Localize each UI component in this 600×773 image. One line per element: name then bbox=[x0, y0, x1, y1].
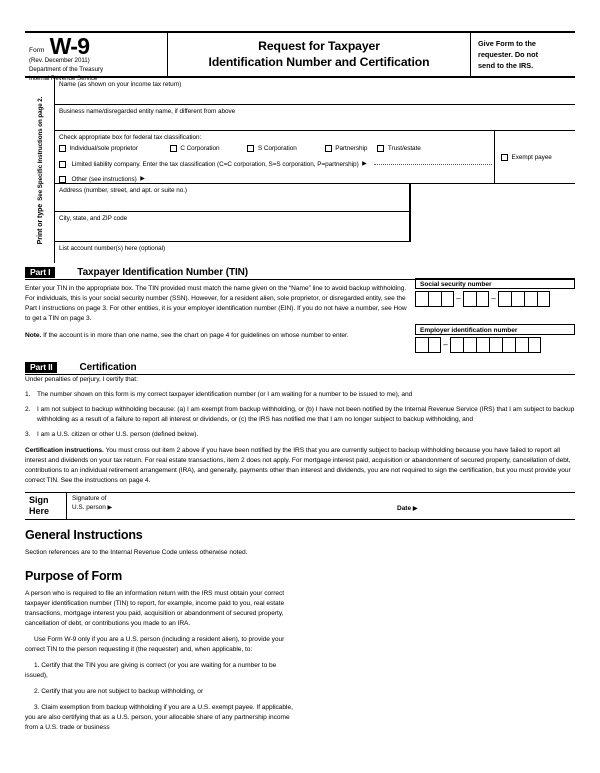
ssn-digit-cell[interactable] bbox=[498, 291, 511, 307]
item-text: The number shown on this form is my correct taxpayer identification number (or I am waiting for a number to be issued to me), and bbox=[37, 390, 413, 398]
item-number: 3. bbox=[25, 430, 31, 438]
sign-here-label bbox=[25, 493, 67, 519]
signature-line-2: U.S. person ▶ bbox=[72, 503, 113, 511]
masthead-identity bbox=[25, 33, 168, 82]
form-title-block bbox=[168, 33, 471, 76]
checkbox-individual-sole-proprietor[interactable] bbox=[59, 145, 138, 152]
signature-field[interactable] bbox=[67, 493, 575, 519]
checkbox-icon[interactable] bbox=[59, 161, 66, 168]
form-masthead bbox=[25, 31, 575, 82]
taxpayer-info-grid bbox=[25, 78, 575, 263]
ssn-digit-cell[interactable] bbox=[524, 291, 537, 307]
ssn-digit-cell[interactable] bbox=[463, 291, 476, 307]
checkbox-label: Partnership bbox=[335, 144, 368, 152]
give-form-notice bbox=[471, 33, 575, 76]
sign-word: Sign bbox=[29, 495, 49, 505]
llc-label: Limited liability company. Enter the tax classification (C=C corporation, S=S corporation, P=partnership) bbox=[71, 160, 359, 168]
certification-item bbox=[25, 405, 575, 425]
classification-checkbox-row bbox=[55, 145, 494, 152]
arrow-right-icon: ▶ bbox=[412, 506, 418, 512]
part-1-title: Taxpayer Identification Number (TIN) bbox=[77, 267, 248, 278]
form-revision: (Rev. December 2011) bbox=[29, 57, 90, 65]
business-name-field-row[interactable] bbox=[55, 105, 575, 131]
checkbox-c-corporation[interactable] bbox=[170, 145, 220, 152]
rail-print-or-type: Print or type bbox=[36, 203, 44, 245]
checkbox-icon[interactable] bbox=[170, 145, 177, 152]
checkbox-other[interactable] bbox=[59, 176, 145, 183]
checkbox-s-corporation[interactable] bbox=[247, 145, 296, 152]
business-name-label: Business name/disregarded entity name, if different from above bbox=[59, 107, 236, 115]
requester-box-divider bbox=[410, 184, 575, 242]
form-title-line-2: Identification Number and Certification bbox=[208, 55, 430, 69]
signature-band bbox=[25, 492, 575, 520]
ssn-dash: – bbox=[456, 294, 461, 303]
other-label: Other (see instructions) bbox=[71, 175, 137, 183]
purpose-item-1: 1. Certify that the TIN you are giving is correct (or you are waiting for a number to be issued), bbox=[25, 662, 277, 680]
tax-classification-row bbox=[55, 131, 575, 184]
ein-digit-cell[interactable] bbox=[476, 337, 489, 353]
ssn-dash: – bbox=[491, 294, 496, 303]
general-instructions-section bbox=[25, 522, 297, 739]
city-state-zip-cell[interactable] bbox=[55, 212, 410, 241]
form-number-row bbox=[29, 33, 163, 59]
checkbox-icon[interactable] bbox=[59, 176, 66, 183]
llc-entry-line[interactable] bbox=[374, 163, 492, 165]
part-1-body bbox=[25, 284, 410, 348]
checkbox-icon[interactable] bbox=[247, 145, 254, 152]
checkbox-trust-estate[interactable] bbox=[377, 145, 420, 152]
ein-digit-cell[interactable] bbox=[515, 337, 528, 353]
account-number-row[interactable] bbox=[55, 242, 575, 263]
ein-digit-cell[interactable] bbox=[528, 337, 541, 353]
purpose-item-3: 3. Claim exemption from backup withholding if you are a U.S. exempt payee. If applicable, you are also certifying that as a U.S. person, your allocable share of any partnership income from a U.S. trade or business bbox=[25, 704, 293, 732]
part-1-note bbox=[25, 331, 410, 341]
ssn-digit-cell[interactable] bbox=[415, 291, 428, 307]
item-text: I am a U.S. citizen or other U.S. person (defined below). bbox=[37, 430, 199, 438]
notice-line-2: requester. Do not bbox=[478, 49, 539, 59]
ein-label: Employer identification number bbox=[415, 324, 575, 335]
checkbox-limited-liability-company[interactable] bbox=[59, 161, 492, 168]
checkbox-label: C Corporation bbox=[180, 144, 220, 152]
print-or-type-rail bbox=[25, 78, 55, 263]
exempt-payee-label: Exempt payee bbox=[511, 154, 552, 161]
rail-see-instructions: See Specific Instructions on page 2. bbox=[36, 96, 44, 201]
date-label: Date bbox=[397, 505, 412, 512]
checkbox-label: Trust/estate bbox=[387, 144, 421, 152]
address-label: Address (number, street, and apt. or suite no.) bbox=[59, 186, 188, 194]
general-instructions-heading: General Instructions bbox=[25, 528, 143, 542]
address-cell[interactable] bbox=[55, 184, 410, 211]
note-label: Note. bbox=[25, 332, 42, 340]
checkbox-exempt-payee[interactable] bbox=[501, 154, 552, 161]
other-checkbox-row bbox=[55, 176, 494, 183]
form-word: Form bbox=[29, 46, 45, 54]
account-number-label: List account number(s) here (optional) bbox=[59, 244, 166, 252]
ein-digit-cell[interactable] bbox=[463, 337, 476, 353]
llc-checkbox-row bbox=[55, 161, 494, 168]
ssn-digit-cell[interactable] bbox=[428, 291, 441, 307]
classification-label: Check appropriate box for federal tax classification: bbox=[59, 133, 202, 141]
notice-line-1: Give Form to the bbox=[478, 39, 536, 48]
ein-cells[interactable] bbox=[415, 337, 575, 353]
form-number: W-9 bbox=[49, 33, 90, 59]
part-2-badge: Part II bbox=[25, 362, 57, 374]
ssn-digit-cell[interactable] bbox=[537, 291, 550, 307]
classification-choices bbox=[55, 131, 495, 184]
item-number: 2. bbox=[25, 405, 31, 413]
name-label: Name (as shown on your income tax return) bbox=[59, 80, 182, 88]
section-references-text: Section references are to the Internal Revenue Code unless otherwise noted. bbox=[25, 549, 248, 556]
date-field[interactable] bbox=[397, 504, 418, 513]
purpose-paragraph-2: Use Form W-9 only if you are a U.S. person (including a resident alien), to provide your correct TIN to the person requesting it (the requester) and, when applicable, to: bbox=[25, 636, 285, 654]
checkbox-icon[interactable] bbox=[501, 154, 508, 161]
cert-instructions-text: You must cross out item 2 above if you have been notified by the IRS that you are currently subject to backup withholding because you have failed to report all interest and dividends on your tax return. For real estate transactions, item 2 does not apply. For mortgage interest paid, acquisition or abandonment of secured property, cancellation of debt, contributions to an individual retirement arrangement (IRA), and generally, payments other than interest and dividends, you are not required to sign the certification, but you must provide your correct TIN. See the instructions on page 4. bbox=[25, 447, 571, 485]
ein-digit-cell[interactable] bbox=[450, 337, 463, 353]
ein-dash: – bbox=[443, 340, 448, 349]
employer-identification-number-box bbox=[415, 324, 575, 353]
arrow-right-icon: ▶ bbox=[140, 176, 145, 182]
ein-digit-cell[interactable] bbox=[415, 337, 428, 353]
part-2-header bbox=[25, 361, 575, 375]
ein-digit-cell[interactable] bbox=[428, 337, 441, 353]
cert-instructions-label: Certification instructions. bbox=[25, 447, 104, 455]
notice-line-3: send to the IRS. bbox=[478, 60, 534, 70]
signature-line-1: Signature of bbox=[72, 495, 107, 502]
note-text: If the account is in more than one name, see the chart on page 4 for guidelines on whose number to enter. bbox=[41, 332, 349, 340]
item-text: I am not subject to backup withholding because: (a) I am exempt from backup withholding, or (b) I have not been notified by the Internal Revenue Service (IRS) that I am subject to backup withholding as a result of a failure to report all interest or dividends, or (c) the IRS has notified me that I am no longer subject to backup withholding, and bbox=[37, 405, 575, 423]
checkbox-label: Individual/sole proprietor bbox=[69, 144, 138, 152]
here-word: Here bbox=[29, 506, 50, 517]
form-title-line-1: Request for Taxpayer bbox=[258, 38, 380, 53]
dept-line-1: Department of the Treasury bbox=[29, 66, 104, 74]
ssn-cells[interactable] bbox=[415, 291, 575, 307]
ssn-digit-cell[interactable] bbox=[441, 291, 454, 307]
certification-instructions bbox=[25, 446, 575, 486]
checkbox-label: S Corporation bbox=[257, 144, 297, 152]
checkbox-icon[interactable] bbox=[325, 145, 332, 152]
part-2-body bbox=[25, 375, 575, 491]
arrow-right-icon: ▶ bbox=[107, 504, 113, 511]
ein-digit-cell[interactable] bbox=[502, 337, 515, 353]
ein-digit-cell[interactable] bbox=[489, 337, 502, 353]
arrow-right-icon: ▶ bbox=[362, 161, 367, 167]
purpose-paragraph-1: A person who is required to file an information return with the IRS must obtain your correct taxpayer identification number (TIN) to report, for example, income paid to you, real estate transactions, mortgage interest you paid, acquisition or abandonment of secured property, cancellation of debt, or contributions you made to an IRA. bbox=[25, 590, 285, 628]
ssn-digit-cell[interactable] bbox=[511, 291, 524, 307]
purpose-of-form-heading: Purpose of Form bbox=[25, 569, 123, 584]
certification-intro: Under penalties of perjury, I certify that: bbox=[25, 376, 138, 383]
item-number: 1. bbox=[25, 390, 31, 398]
checkbox-partnership[interactable] bbox=[325, 145, 368, 152]
checkbox-icon[interactable] bbox=[59, 145, 66, 152]
name-field-row[interactable] bbox=[55, 78, 575, 105]
part-1-badge: Part I bbox=[25, 267, 55, 279]
certification-item bbox=[25, 390, 575, 400]
city-state-zip-label: City, state, and ZIP code bbox=[59, 214, 128, 222]
checkbox-icon[interactable] bbox=[377, 145, 384, 152]
ssn-label: Social security number bbox=[415, 278, 575, 289]
dept-line-2: Internal Revenue Service bbox=[29, 74, 98, 82]
social-security-number-box bbox=[415, 278, 575, 307]
exempt-payee-cell bbox=[495, 131, 575, 184]
certification-item bbox=[25, 430, 575, 440]
part-2-title: Certification bbox=[79, 362, 137, 373]
purpose-item-2: 2. Certify that you are not subject to backup withholding, or bbox=[34, 688, 204, 696]
ssn-digit-cell[interactable] bbox=[476, 291, 489, 307]
part-1-paragraph: Enter your TIN in the appropriate box. The TIN provided must match the name given on the “Name” line to avoid backup withholding. For individuals, this is your social security number (SSN). However, for a resident alien, sole proprietor, or disregarded entity, see the Part I instructions on page 3. For other entities, it is your employer identification number (EIN). If you do not have a number, see How to get a TIN on page 3. bbox=[25, 285, 407, 323]
